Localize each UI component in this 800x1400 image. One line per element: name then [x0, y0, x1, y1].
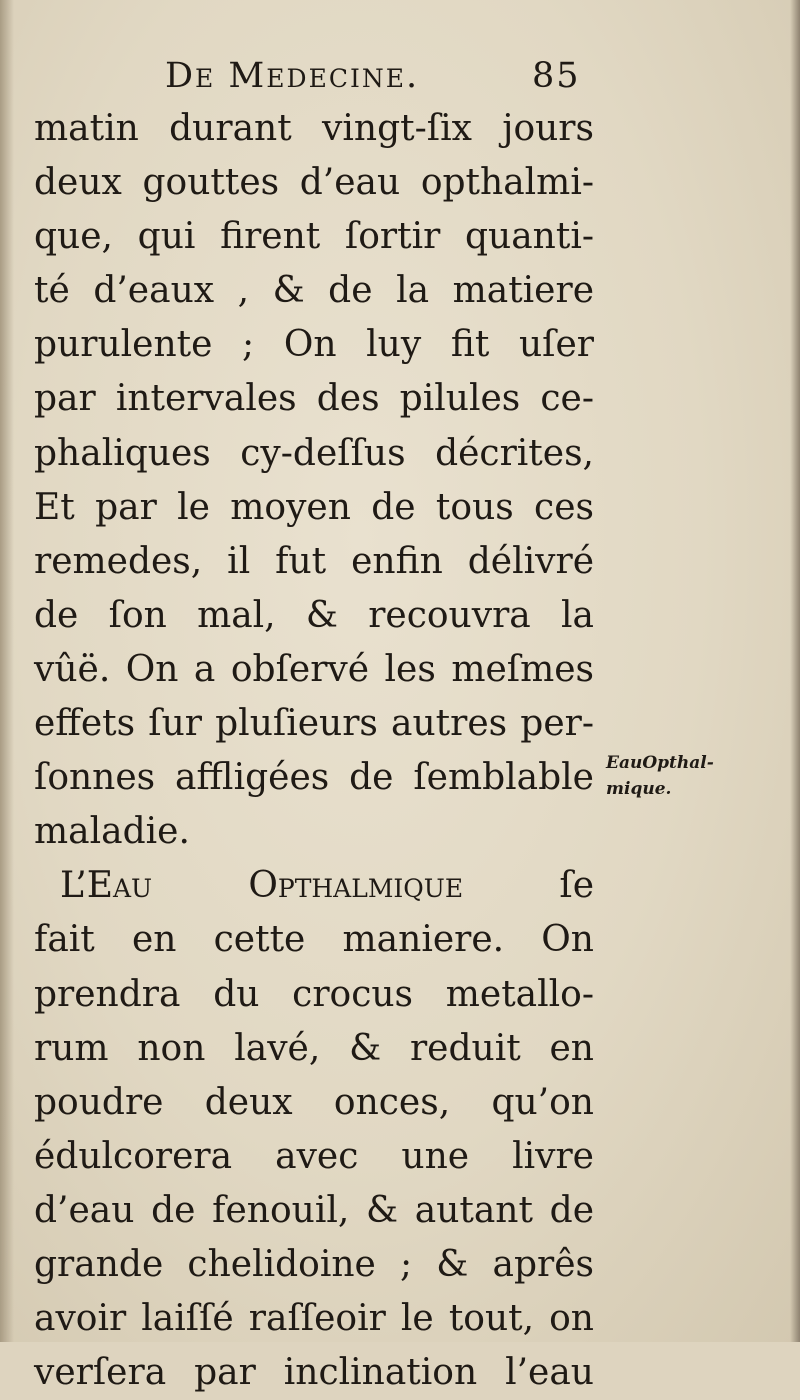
text-line: remedes, il fut enfin délivré	[34, 540, 594, 582]
text-line: verſera par inclination l’eau	[34, 1352, 594, 1394]
running-title: De Medecine.	[165, 56, 420, 96]
paragraph-opening-line	[34, 859, 594, 913]
page-number: 85	[532, 56, 581, 96]
text-line: poudre deux onces, qu’on	[34, 1081, 594, 1123]
text-line: avoir laiſſé raſſeoir le tout, on	[34, 1298, 594, 1340]
text-line: maladie.	[34, 811, 190, 853]
text-line: de ſon mal, & recouvra la	[34, 594, 594, 636]
text-line: deux gouttes d’eau opthalmi-	[34, 162, 594, 204]
text-line: prendra du crocus metallo-	[34, 973, 594, 1015]
text-line: té d’eaux , & de la matiere	[34, 270, 594, 312]
paragraph-opening-rest: ſe	[463, 865, 594, 907]
text-line: purulente ; On luy fit uſer	[34, 324, 594, 366]
margin-note	[606, 750, 796, 802]
body-text	[34, 102, 594, 1400]
text-line: vûë. On a obſervé les meſmes	[34, 648, 594, 690]
text-line: édulcorera avec une livre	[34, 1135, 594, 1177]
text-line: Et par le moyen de tous ces	[34, 486, 594, 528]
text-line: fait en cette maniere. On	[34, 919, 594, 961]
text-line: que, qui firent ſortir quanti-	[34, 216, 594, 258]
text-line: effets ſur pluſieurs autres per-	[34, 703, 594, 745]
margin-note-line: mique.	[606, 779, 672, 799]
page-header	[165, 56, 605, 106]
text-line: grande chelidoine ; & aprês	[34, 1243, 594, 1285]
text-line: d’eau de fenouil, & autant de	[34, 1189, 594, 1231]
text-line: ſonnes affligées de ſemblable	[34, 757, 594, 799]
text-line: matin durant vingt-ſix jours	[34, 108, 594, 149]
text-line: par intervales des pilules ce-	[34, 378, 594, 420]
text-line: phaliques cy-deſſus décrites,	[34, 432, 594, 474]
margin-note-line: EauOpthal-	[606, 753, 714, 773]
text-line: rum non lavé, & reduit en	[34, 1027, 594, 1069]
paragraph-opening-caps: L’Eau Opthalmique	[60, 865, 464, 907]
